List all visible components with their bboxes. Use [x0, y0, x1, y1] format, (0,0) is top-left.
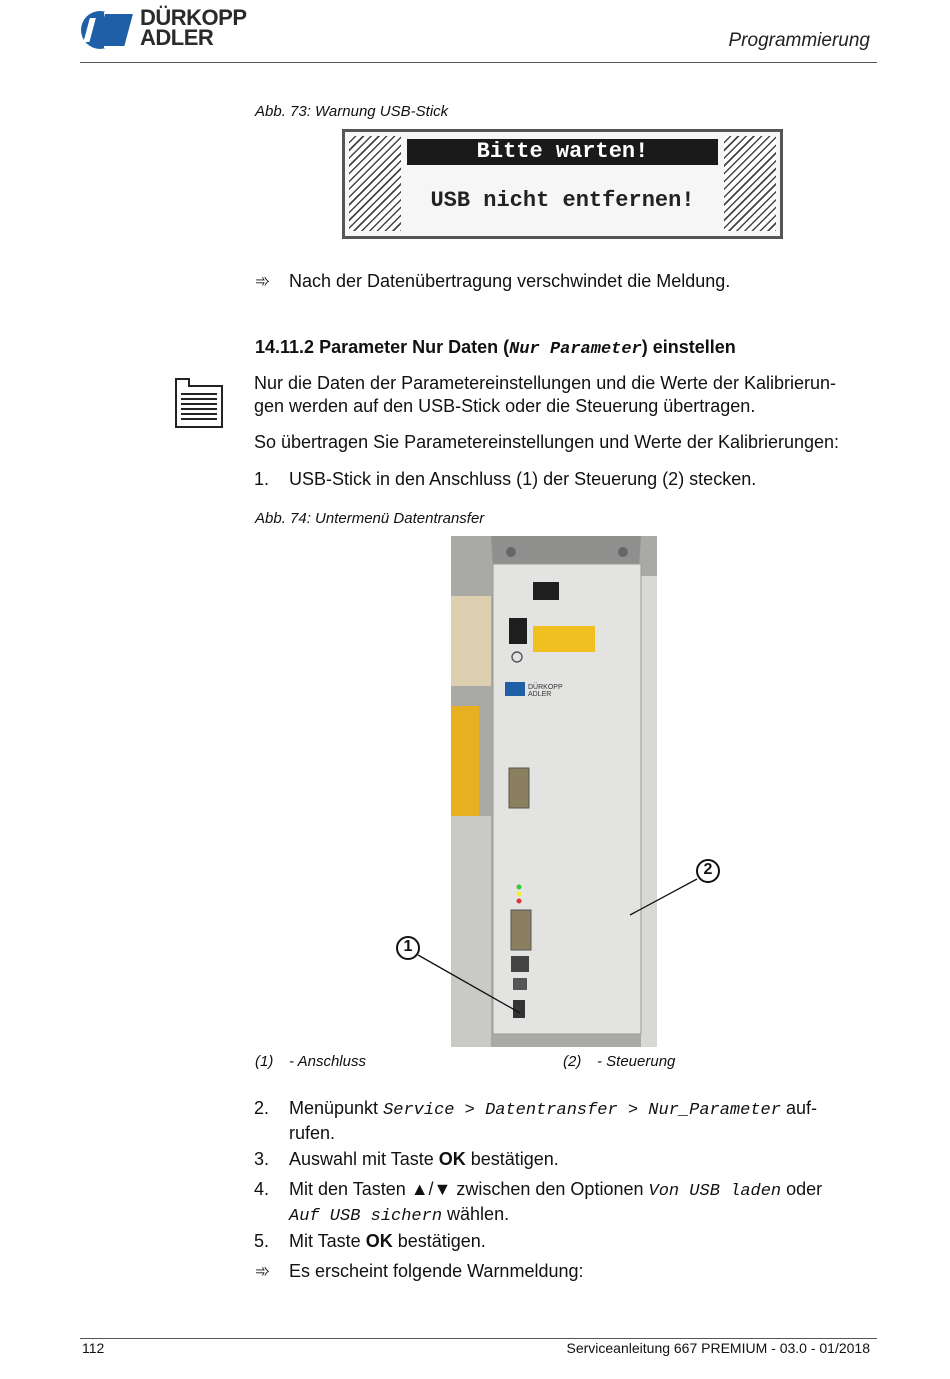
legend-2-text: - Steuerung	[597, 1053, 676, 1070]
step1-text: USB-Stick in den Anschluss (1) der Steuerung (2) stecken.	[289, 469, 757, 489]
step4-code1: Von USB laden	[648, 1182, 782, 1201]
callout-lines	[390, 855, 730, 1025]
section-heading-end: ) einstellen	[641, 337, 736, 357]
step2-post: auf-	[780, 1098, 817, 1118]
callout-2-label: 2	[703, 861, 713, 878]
usb-warning-display	[342, 129, 783, 239]
step4-text	[289, 1178, 879, 1228]
step4-pre: Mit den Tasten ▲/▼ zwischen den Optionen	[289, 1179, 649, 1199]
document-id: Serviceanleitung 667 PREMIUM - 03.0 - 01/2018	[566, 1340, 870, 1356]
panel-brand-line2: ADLER	[528, 691, 552, 698]
step4-mid: oder	[781, 1179, 823, 1199]
step3-text	[289, 1148, 559, 1171]
step2-code: Service > Datentransfer > Nur_Parameter	[383, 1101, 781, 1120]
step2-line2: rufen.	[289, 1123, 336, 1143]
panel-brand-line1: DÜRKOPP	[528, 684, 563, 691]
paragraph-2: So übertragen Sie Parametereinstellungen und Werte der Kalibrierungen:	[254, 432, 840, 452]
step5-post: bestätigen.	[392, 1231, 486, 1251]
step3-post: bestätigen.	[465, 1149, 559, 1169]
step4-post: wählen.	[442, 1204, 510, 1224]
result-arrow-icon: ➾	[255, 271, 271, 291]
step3-pre: Auswahl mit Taste	[289, 1149, 439, 1169]
result-text-1: Nach der Datenübertragung verschwindet die Meldung.	[289, 271, 731, 291]
company-logo	[80, 10, 136, 50]
display-hatch-right	[724, 136, 776, 231]
section-heading-start: 14.11.2 Parameter Nur Daten (	[255, 337, 510, 357]
section-heading	[255, 337, 736, 359]
note-icon	[175, 378, 223, 428]
page-section-title: Programmierung	[728, 30, 870, 51]
step3-number: 3.	[254, 1149, 270, 1169]
step5-pre: Mit Taste	[289, 1231, 366, 1251]
step5-number: 5.	[254, 1231, 270, 1251]
logo-line2: ADLER	[140, 25, 214, 50]
paragraph-1-line2: gen werden auf den USB-Stick oder die Steuerung übertragen.	[254, 396, 756, 416]
logo-line1: DÜRKOPP	[140, 5, 247, 30]
step4-code2: Auf USB sichern	[289, 1207, 443, 1226]
legend-2-number: (2)	[563, 1053, 582, 1070]
paragraph-1	[254, 372, 836, 418]
result-text-2: Es erscheint folgende Warnmeldung:	[289, 1261, 584, 1281]
step5-key: OK	[365, 1231, 393, 1251]
step4-number: 4.	[254, 1179, 270, 1199]
step2-text	[289, 1097, 879, 1145]
display-hatch-left	[349, 136, 401, 231]
display-line2: USB nicht entfernen!	[430, 188, 695, 213]
legend-1-number: (1)	[255, 1053, 274, 1070]
legend-1-text: - Anschluss	[289, 1053, 366, 1070]
callout-1-label: 1	[403, 938, 413, 955]
step3-key: OK	[438, 1149, 466, 1169]
paragraph-1-line1: Nur die Daten der Parametereinstellungen und die Werte der Kalibrierun-	[254, 373, 836, 393]
display-line1: Bitte warten!	[407, 139, 718, 165]
step2-pre: Menüpunkt	[289, 1098, 384, 1118]
logo-wordmark	[140, 5, 247, 50]
section-heading-code: Nur Parameter	[509, 340, 642, 359]
page-number: 112	[82, 1340, 105, 1356]
step1-number: 1.	[254, 469, 270, 489]
header-divider	[80, 62, 877, 63]
figure73-caption: Abb. 73: Warnung USB-Stick	[255, 103, 449, 120]
result-arrow-icon-2: ➾	[255, 1261, 271, 1281]
figure74-caption: Abb. 74: Untermenü Datentransfer	[255, 510, 485, 527]
step2-number: 2.	[254, 1098, 270, 1118]
footer-divider	[80, 1338, 877, 1339]
step5-text	[289, 1230, 486, 1253]
